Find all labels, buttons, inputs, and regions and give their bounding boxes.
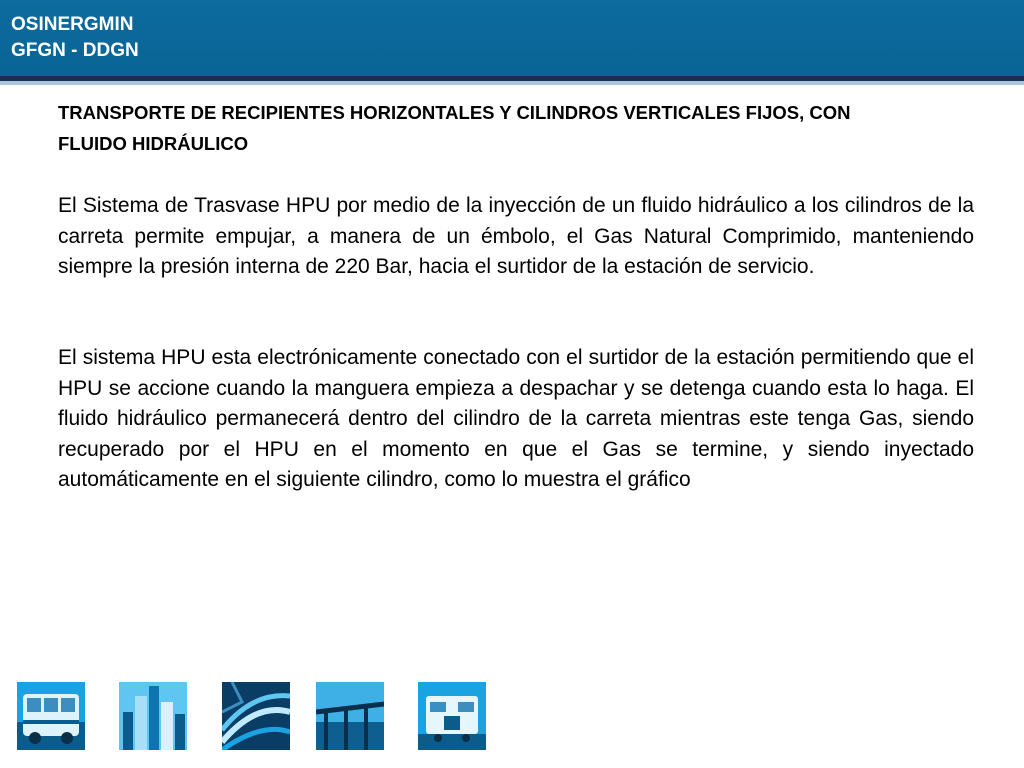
body-paragraph-2: El sistema HPU esta electrónicamente conectado con el surtidor de la estación permitiendo que el HPU se accione cuando la manguera empieza a despachar y se detenga cuando esta lo haga. El fluido hidráulico permanecerá dentro del cilindro de la carreta mientras este tenga Gas, siendo recuperado por el HPU en el momento en que el Gas se termine, y siendo inyectado automáticamente en el siguiente cilindro, como lo muestra el gráfico bbox=[58, 346, 974, 491]
body-paragraph-1: El Sistema de Trasvase HPU por medio de la inyección de un fluido hidráulico a los cilindros de la carreta permite empujar, a manera de un émbolo, el Gas Natural Comprimido, manteniendo siempre la presión interna de 220 Bar, hacia el surtidor de la estación de servicio. bbox=[58, 194, 974, 278]
city-skyline-image bbox=[119, 682, 187, 750]
train-image bbox=[418, 682, 486, 750]
highway-traffic-image bbox=[222, 682, 290, 750]
slide-title-line2: FLUIDO HIDRÁULICO bbox=[58, 133, 249, 154]
org-name: OSINERGMIN bbox=[11, 14, 134, 35]
header-bar bbox=[0, 0, 1024, 76]
bridge-image bbox=[316, 682, 384, 750]
dept-name: GFGN - DDGN bbox=[11, 40, 139, 61]
header-divider-light bbox=[0, 81, 1024, 85]
header-title bbox=[11, 12, 139, 64]
slide-title-line1: TRANSPORTE DE RECIPIENTES HORIZONTALES Y CILINDROS VERTICALES FIJOS, CON bbox=[58, 102, 851, 123]
bus-image bbox=[17, 682, 85, 750]
slide-title bbox=[58, 97, 978, 159]
